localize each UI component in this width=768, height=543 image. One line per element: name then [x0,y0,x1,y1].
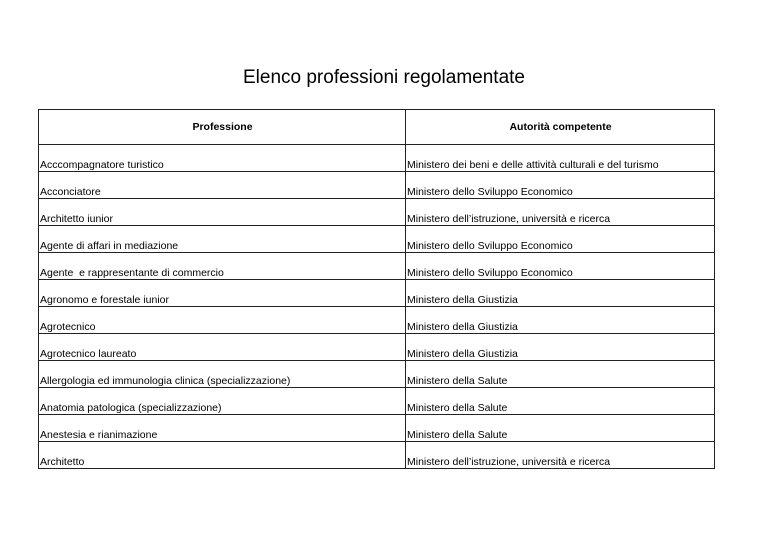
authority-cell: Ministero della Salute [406,388,715,415]
table-row [39,442,715,469]
table-row [39,199,715,226]
profession-cell: Agrotecnico laureato [39,334,406,361]
table-row [39,226,715,253]
table-row [39,334,715,361]
profession-cell: Agrotecnico [39,307,406,334]
authority-cell: Ministero della Salute [406,361,715,388]
profession-cell: Architetto iunior [39,199,406,226]
table-row [39,172,715,199]
profession-cell: Anestesia e rianimazione [39,415,406,442]
profession-cell: Architetto [39,442,406,469]
profession-cell: Agronomo e forestale iunior [39,280,406,307]
table-header-row [39,110,715,145]
authority-cell: Ministero dell’istruzione, università e ricerca [406,199,715,226]
profession-cell: Anatomia patologica (specializzazione) [39,388,406,415]
authority-cell: Ministero della Giustizia [406,307,715,334]
authority-cell: Ministero della Giustizia [406,280,715,307]
profession-cell: Acconciatore [39,172,406,199]
authority-cell: Ministero dei beni e delle attività culturali e del turismo [406,145,715,172]
page-title: Elenco professioni regolamentate [242,67,525,88]
authority-cell: Ministero della Salute [406,415,715,442]
profession-cell: Acccompagnatore turistico [39,145,406,172]
authority-cell: Ministero dello Sviluppo Economico [406,226,715,253]
authority-cell: Ministero dell’istruzione, università e ricerca [406,442,715,469]
table-row [39,145,715,172]
profession-cell: Allergologia ed immunologia clinica (specializzazione) [39,361,406,388]
table-row [39,415,715,442]
column-header-authority: Autorità competente [406,110,715,145]
profession-cell: Agente e rappresentante di commercio [39,253,406,280]
table-row [39,253,715,280]
column-header-profession: Professione [39,110,406,145]
profession-cell: Agente di affari in mediazione [39,226,406,253]
professions-table [38,109,715,469]
table-row [39,361,715,388]
table-row [39,388,715,415]
authority-cell: Ministero dello Sviluppo Economico [406,253,715,280]
authority-cell: Ministero dello Sviluppo Economico [406,172,715,199]
authority-cell: Ministero della Giustizia [406,334,715,361]
table-row [39,280,715,307]
table-row [39,307,715,334]
